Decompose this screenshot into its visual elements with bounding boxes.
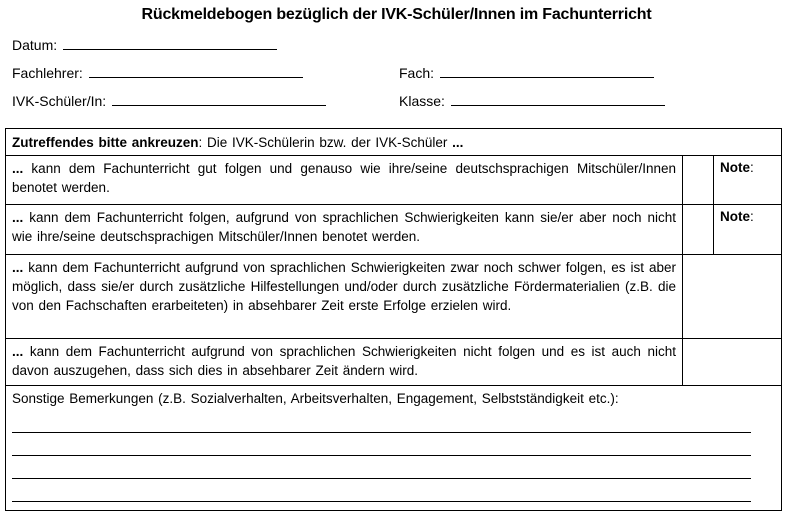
option-row-3 [6, 255, 781, 339]
option-4-checkbox[interactable] [683, 339, 781, 385]
date-field [12, 37, 277, 53]
student-input-line[interactable] [112, 93, 326, 106]
option-4-label: kann dem Fachunterricht aufgrund von sprachlichen Schwierigkeiten nicht folgen und es ist auch nicht davon auszugehen, dass sich dies in absehbarer Zeit ändern wird. [12, 344, 676, 378]
remarks-line[interactable] [12, 432, 751, 433]
option-row-4 [6, 339, 781, 386]
option-row-1 [6, 156, 781, 205]
option-3-text [12, 258, 676, 315]
option-1-checkbox[interactable] [683, 156, 713, 204]
remarks-line[interactable] [12, 501, 751, 502]
option-1-ellipsis: ... [12, 161, 24, 176]
date-label: Datum: [12, 37, 58, 53]
divider [713, 205, 714, 254]
option-2-checkbox[interactable] [683, 205, 713, 254]
option-3-ellipsis: ... [12, 260, 24, 275]
remarks-label: Sonstige Bemerkungen (z.B. Sozialverhalten, Arbeitsverhalten, Engagement, Selbstständigkeit etc.): [12, 391, 619, 406]
table-header-row [6, 129, 781, 156]
option-1-text [12, 159, 676, 197]
teacher-label: Fachlehrer: [12, 65, 83, 81]
option-2-label: kann dem Fachunterricht folgen, aufgrund von sprachlichen Schwierigkeiten kann sie/er aber noch nicht wie ihre/seine deutschsprachigen Mitschüler/Innen benotet werden. [12, 210, 676, 244]
option-3-label: kann dem Fachunterricht aufgrund von sprachlichen Schwierigkeiten zwar noch schwer folgen, es ist aber möglich, dass sie/er durch zusätzliche Hilfestellungen und/oder durch zusätzliche Fördermaterialien (z.B. die von den Fachschaften erarbeiteten) in absehbarer Zeit erste Erfolge erzielen wird. [12, 260, 676, 313]
class-input-line[interactable] [451, 93, 665, 106]
subject-label: Fach: [399, 65, 435, 81]
remarks-section [6, 386, 781, 510]
option-1-grade[interactable] [720, 160, 754, 175]
header-ellipsis: ... [452, 135, 464, 150]
grade-label: Note [720, 209, 750, 224]
remarks-line[interactable] [12, 455, 751, 456]
option-2-text [12, 208, 676, 246]
option-2-ellipsis: ... [12, 210, 24, 225]
class-field [399, 93, 665, 109]
option-2-grade[interactable] [720, 209, 754, 224]
teacher-field [12, 65, 303, 81]
remarks-line[interactable] [12, 478, 751, 479]
grade-colon: : [750, 209, 754, 224]
header-instruction: Zutreffendes bitte ankreuzen [12, 135, 199, 150]
option-3-checkbox[interactable] [683, 255, 781, 338]
assessment-table [5, 128, 782, 511]
option-4-ellipsis: ... [12, 344, 24, 359]
subject-input-line[interactable] [440, 65, 654, 78]
subject-field [399, 65, 654, 81]
divider [713, 156, 714, 204]
form-title: Rückmeldebogen bezüglich der IVK-Schüler/Innen im Fachunterricht [141, 6, 652, 23]
grade-label: Note [720, 160, 750, 175]
table-header-text [12, 133, 676, 152]
header-subject: : Die IVK-Schülerin bzw. der IVK-Schüler [198, 135, 453, 150]
student-label: IVK-Schüler/In: [12, 93, 107, 109]
student-field [12, 93, 326, 109]
option-1-label: kann dem Fachunterricht gut folgen und genauso wie ihre/seine deutschsprachigen Mitschüler/Innen benotet werden. [12, 161, 676, 195]
date-input-line[interactable] [63, 37, 277, 50]
teacher-input-line[interactable] [89, 65, 303, 78]
grade-colon: : [750, 160, 754, 175]
class-label: Klasse: [399, 93, 445, 109]
option-row-2 [6, 205, 781, 255]
option-4-text [12, 342, 676, 380]
